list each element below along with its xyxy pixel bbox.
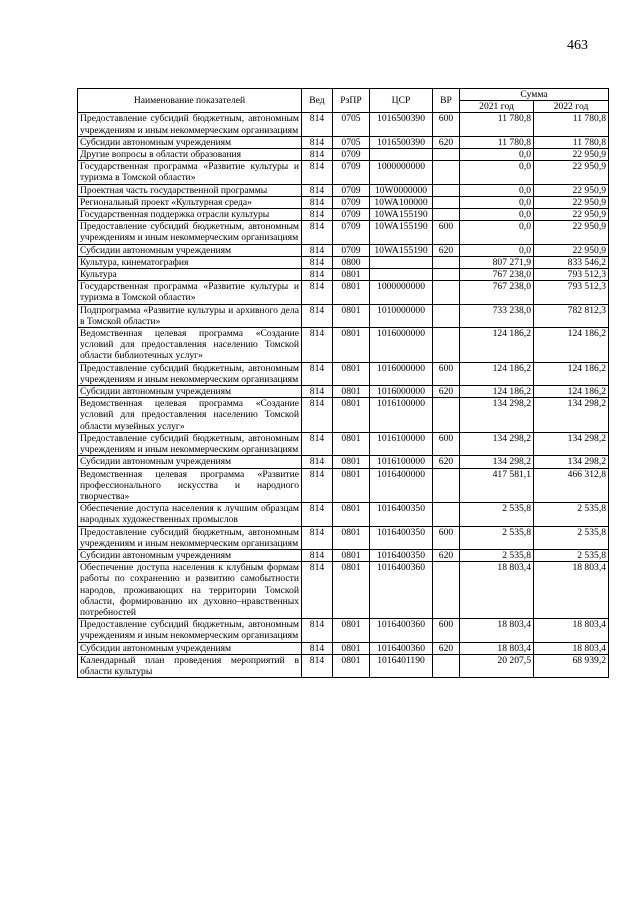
row-sum-2022: 134 298,2 (534, 456, 609, 468)
row-rzpr: 0800 (333, 256, 370, 268)
row-vr (433, 503, 460, 526)
row-ved: 814 (302, 196, 333, 208)
row-sum-2022: 2 535,8 (534, 526, 609, 549)
row-vr: 600 (433, 221, 460, 244)
row-vr: 600 (433, 113, 460, 136)
row-sum-2022: 22 950,9 (534, 161, 609, 184)
row-vr (433, 328, 460, 363)
row-name: Ведомственная целевая программа «Развитие профессионального искусства и народного творчества» (78, 468, 302, 503)
row-sum-2022: 134 298,2 (534, 398, 609, 433)
table-row (78, 619, 609, 642)
row-ved: 814 (302, 161, 333, 184)
row-rzpr: 0709 (333, 149, 370, 161)
row-name: Обеспечение доступа населения к клубным формам работы по сохранению и развитию самобытности народов, проживающих на территории Томской области, формированию их духовно–нравственных потребностей (78, 562, 302, 619)
row-sum-2021: 767 238,0 (460, 269, 534, 281)
table-row (78, 468, 609, 503)
row-sum-2021: 417 581,1 (460, 468, 534, 503)
header-2021: 2021 год (460, 101, 534, 113)
budget-table (77, 88, 609, 678)
table-row (78, 398, 609, 433)
row-rzpr: 0801 (333, 456, 370, 468)
row-csr: 1000000000 (370, 281, 433, 304)
row-sum-2022: 793 512,3 (534, 269, 609, 281)
row-csr: 1016000000 (370, 362, 433, 385)
header-sum: Сумма (460, 89, 609, 101)
row-csr: 10W0000000 (370, 184, 433, 196)
table-row (78, 432, 609, 455)
row-name: Предоставление субсидий бюджетным, автономным учреждениям и иным некоммерческим организациям (78, 526, 302, 549)
row-ved: 814 (302, 526, 333, 549)
row-ved: 814 (302, 209, 333, 221)
row-sum-2021: 134 298,2 (460, 398, 534, 433)
row-name: Государственная программа «Развитие культуры и туризма в Томской области» (78, 161, 302, 184)
row-csr: 1016000000 (370, 386, 433, 398)
row-rzpr: 0709 (333, 209, 370, 221)
header-ved: Вед (302, 89, 333, 113)
table-row (78, 184, 609, 196)
row-vr: 600 (433, 362, 460, 385)
table-row (78, 244, 609, 256)
row-sum-2021: 20 207,5 (460, 654, 534, 677)
row-sum-2021: 0,0 (460, 184, 534, 196)
row-vr (433, 209, 460, 221)
row-sum-2021: 134 298,2 (460, 432, 534, 455)
row-rzpr: 0801 (333, 526, 370, 549)
row-csr: 1016100000 (370, 432, 433, 455)
row-csr: 1016400350 (370, 549, 433, 561)
row-sum-2022: 124 186,2 (534, 362, 609, 385)
row-sum-2022: 22 950,9 (534, 196, 609, 208)
table-row (78, 304, 609, 327)
row-vr (433, 161, 460, 184)
row-sum-2021: 2 535,8 (460, 549, 534, 561)
row-sum-2022: 22 950,9 (534, 149, 609, 161)
row-ved: 814 (302, 281, 333, 304)
row-ved: 814 (302, 562, 333, 619)
table-row (78, 456, 609, 468)
table-row (78, 281, 609, 304)
table-row (78, 113, 609, 136)
table-row (78, 328, 609, 363)
row-name: Предоставление субсидий бюджетным, автономным учреждениям и иным некоммерческим организациям (78, 221, 302, 244)
row-vr (433, 281, 460, 304)
row-csr: 1016500390 (370, 113, 433, 136)
table-row (78, 562, 609, 619)
row-name: Субсидии автономным учреждениям (78, 386, 302, 398)
row-ved: 814 (302, 184, 333, 196)
row-name: Обеспечение доступа населения к лучшим образцам народных художественных промыслов (78, 503, 302, 526)
row-name: Субсидии автономным учреждениям (78, 456, 302, 468)
row-rzpr: 0705 (333, 113, 370, 136)
row-vr: 620 (433, 549, 460, 561)
row-name: Предоставление субсидий бюджетным, автономным учреждениям и иным некоммерческим организациям (78, 362, 302, 385)
table-row (78, 386, 609, 398)
row-vr: 620 (433, 642, 460, 654)
row-rzpr: 0709 (333, 161, 370, 184)
row-ved: 814 (302, 642, 333, 654)
row-name: Предоставление субсидий бюджетным, автономным учреждениям и иным некоммерческим организациям (78, 432, 302, 455)
row-rzpr: 0709 (333, 196, 370, 208)
row-rzpr: 0801 (333, 503, 370, 526)
table-row (78, 362, 609, 385)
row-rzpr: 0801 (333, 654, 370, 677)
row-sum-2021: 0,0 (460, 196, 534, 208)
row-csr (370, 269, 433, 281)
row-ved: 814 (302, 456, 333, 468)
row-sum-2022: 22 950,9 (534, 209, 609, 221)
row-sum-2022: 2 535,8 (534, 549, 609, 561)
row-csr: 1016400360 (370, 562, 433, 619)
row-name: Субсидии автономным учреждениям (78, 244, 302, 256)
row-vr: 600 (433, 526, 460, 549)
row-sum-2022: 134 298,2 (534, 432, 609, 455)
row-name: Предоставление субсидий бюджетным, автономным учреждениям и иным некоммерческим организациям (78, 113, 302, 136)
row-name: Субсидии автономным учреждениям (78, 549, 302, 561)
table-row (78, 196, 609, 208)
table-row (78, 269, 609, 281)
row-ved: 814 (302, 221, 333, 244)
row-name: Субсидии автономным учреждениям (78, 642, 302, 654)
table-row (78, 642, 609, 654)
header-rzpr: РзПР (333, 89, 370, 113)
row-name: Ведомственная целевая программа «Создание условий для предоставления населению Томской области библиотечных услуг» (78, 328, 302, 363)
row-vr: 600 (433, 619, 460, 642)
row-csr: 1016400350 (370, 503, 433, 526)
row-sum-2021: 733 238,0 (460, 304, 534, 327)
row-vr: 620 (433, 456, 460, 468)
row-rzpr: 0801 (333, 468, 370, 503)
row-ved: 814 (302, 244, 333, 256)
row-ved: 814 (302, 619, 333, 642)
table-body (78, 113, 609, 678)
row-rzpr: 0801 (333, 328, 370, 363)
row-csr: 10WA155190 (370, 209, 433, 221)
row-name: Культура, кинематография (78, 256, 302, 268)
row-csr: 1016000000 (370, 328, 433, 363)
row-name: Региональный проект «Культурная среда» (78, 196, 302, 208)
row-sum-2021: 18 803,4 (460, 642, 534, 654)
row-ved: 814 (302, 654, 333, 677)
row-rzpr: 0801 (333, 304, 370, 327)
row-sum-2021: 807 271,9 (460, 256, 534, 268)
row-sum-2021: 0,0 (460, 244, 534, 256)
row-csr: 1016400360 (370, 619, 433, 642)
row-csr: 1016401190 (370, 654, 433, 677)
table-row (78, 549, 609, 561)
row-ved: 814 (302, 328, 333, 363)
row-ved: 814 (302, 113, 333, 136)
row-sum-2022: 11 780,8 (534, 113, 609, 136)
row-csr: 1010000000 (370, 304, 433, 327)
row-sum-2021: 18 803,4 (460, 562, 534, 619)
row-rzpr: 0801 (333, 398, 370, 433)
row-name: Субсидии автономным учреждениям (78, 136, 302, 148)
row-name: Предоставление субсидий бюджетным, автономным учреждениям и иным некоммерческим организациям (78, 619, 302, 642)
row-sum-2022: 68 939,2 (534, 654, 609, 677)
table-row (78, 209, 609, 221)
row-ved: 814 (302, 149, 333, 161)
row-rzpr: 0801 (333, 562, 370, 619)
row-sum-2022: 466 312,8 (534, 468, 609, 503)
table-row (78, 161, 609, 184)
row-sum-2021: 0,0 (460, 209, 534, 221)
row-sum-2022: 18 803,4 (534, 619, 609, 642)
row-rzpr: 0801 (333, 549, 370, 561)
page-number: 463 (567, 38, 588, 53)
row-rzpr: 0709 (333, 244, 370, 256)
row-csr: 1016100000 (370, 456, 433, 468)
row-ved: 814 (302, 398, 333, 433)
header-csr: ЦСР (370, 89, 433, 113)
row-vr (433, 269, 460, 281)
row-ved: 814 (302, 304, 333, 327)
header-name: Наименование показателей (78, 89, 302, 113)
row-vr (433, 256, 460, 268)
table-row (78, 526, 609, 549)
row-name: Государственная программа «Развитие культуры и туризма в Томской области» (78, 281, 302, 304)
table-header (78, 89, 609, 113)
row-sum-2022: 833 546,2 (534, 256, 609, 268)
row-ved: 814 (302, 386, 333, 398)
row-csr: 1016400000 (370, 468, 433, 503)
row-name: Другие вопросы в области образования (78, 149, 302, 161)
row-csr (370, 149, 433, 161)
header-2022: 2022 год (534, 101, 609, 113)
row-rzpr: 0801 (333, 269, 370, 281)
table-row (78, 149, 609, 161)
row-csr: 1016100000 (370, 398, 433, 433)
row-name: Проектная часть государственной программы (78, 184, 302, 196)
row-rzpr: 0801 (333, 642, 370, 654)
row-rzpr: 0801 (333, 386, 370, 398)
row-sum-2021: 124 186,2 (460, 362, 534, 385)
header-vr: ВР (433, 89, 460, 113)
row-sum-2021: 0,0 (460, 161, 534, 184)
row-ved: 814 (302, 432, 333, 455)
row-name: Культура (78, 269, 302, 281)
table-row (78, 221, 609, 244)
row-vr: 620 (433, 386, 460, 398)
row-sum-2021: 0,0 (460, 221, 534, 244)
row-vr: 620 (433, 244, 460, 256)
row-sum-2022: 18 803,4 (534, 562, 609, 619)
row-sum-2021: 18 803,4 (460, 619, 534, 642)
row-rzpr: 0801 (333, 281, 370, 304)
row-vr (433, 562, 460, 619)
row-sum-2022: 22 950,9 (534, 184, 609, 196)
row-ved: 814 (302, 256, 333, 268)
row-rzpr: 0709 (333, 184, 370, 196)
row-rzpr: 0705 (333, 136, 370, 148)
row-csr: 10WA155190 (370, 244, 433, 256)
row-rzpr: 0801 (333, 362, 370, 385)
row-sum-2021: 0,0 (460, 149, 534, 161)
row-sum-2021: 11 780,8 (460, 113, 534, 136)
row-name: Ведомственная целевая программа «Создание условий для предоставления населению Томской области музейных услуг» (78, 398, 302, 433)
row-rzpr: 0709 (333, 221, 370, 244)
row-ved: 814 (302, 503, 333, 526)
row-ved: 814 (302, 362, 333, 385)
row-vr (433, 398, 460, 433)
row-name: Государственная поддержка отрасли культуры (78, 209, 302, 221)
row-vr (433, 184, 460, 196)
table-row (78, 654, 609, 677)
row-rzpr: 0801 (333, 432, 370, 455)
row-vr (433, 654, 460, 677)
row-sum-2021: 11 780,8 (460, 136, 534, 148)
row-sum-2022: 22 950,9 (534, 221, 609, 244)
row-csr: 1016500390 (370, 136, 433, 148)
row-vr (433, 304, 460, 327)
row-vr (433, 468, 460, 503)
row-csr: 1016400360 (370, 642, 433, 654)
row-name: Календарный план проведения мероприятий в области культуры (78, 654, 302, 677)
row-sum-2022: 22 950,9 (534, 244, 609, 256)
row-csr: 10WA100000 (370, 196, 433, 208)
row-sum-2022: 11 780,8 (534, 136, 609, 148)
row-sum-2022: 124 186,2 (534, 386, 609, 398)
row-ved: 814 (302, 269, 333, 281)
row-vr (433, 196, 460, 208)
row-name: Подпрограмма «Развитие культуры и архивного дела в Томской области» (78, 304, 302, 327)
row-sum-2021: 767 238,0 (460, 281, 534, 304)
table-row (78, 256, 609, 268)
row-csr: 10WA155190 (370, 221, 433, 244)
row-ved: 814 (302, 468, 333, 503)
row-csr: 1000000000 (370, 161, 433, 184)
row-sum-2022: 124 186,2 (534, 328, 609, 363)
row-vr: 620 (433, 136, 460, 148)
row-sum-2022: 18 803,4 (534, 642, 609, 654)
table-row (78, 503, 609, 526)
row-sum-2021: 2 535,8 (460, 503, 534, 526)
table-row (78, 136, 609, 148)
row-sum-2022: 793 512,3 (534, 281, 609, 304)
row-sum-2021: 124 186,2 (460, 328, 534, 363)
row-sum-2021: 134 298,2 (460, 456, 534, 468)
row-vr: 600 (433, 432, 460, 455)
row-ved: 814 (302, 136, 333, 148)
row-vr (433, 149, 460, 161)
row-sum-2022: 2 535,8 (534, 503, 609, 526)
row-csr: 1016400350 (370, 526, 433, 549)
row-ved: 814 (302, 549, 333, 561)
row-rzpr: 0801 (333, 619, 370, 642)
row-csr (370, 256, 433, 268)
row-sum-2022: 782 812,3 (534, 304, 609, 327)
row-sum-2021: 124 186,2 (460, 386, 534, 398)
row-sum-2021: 2 535,8 (460, 526, 534, 549)
